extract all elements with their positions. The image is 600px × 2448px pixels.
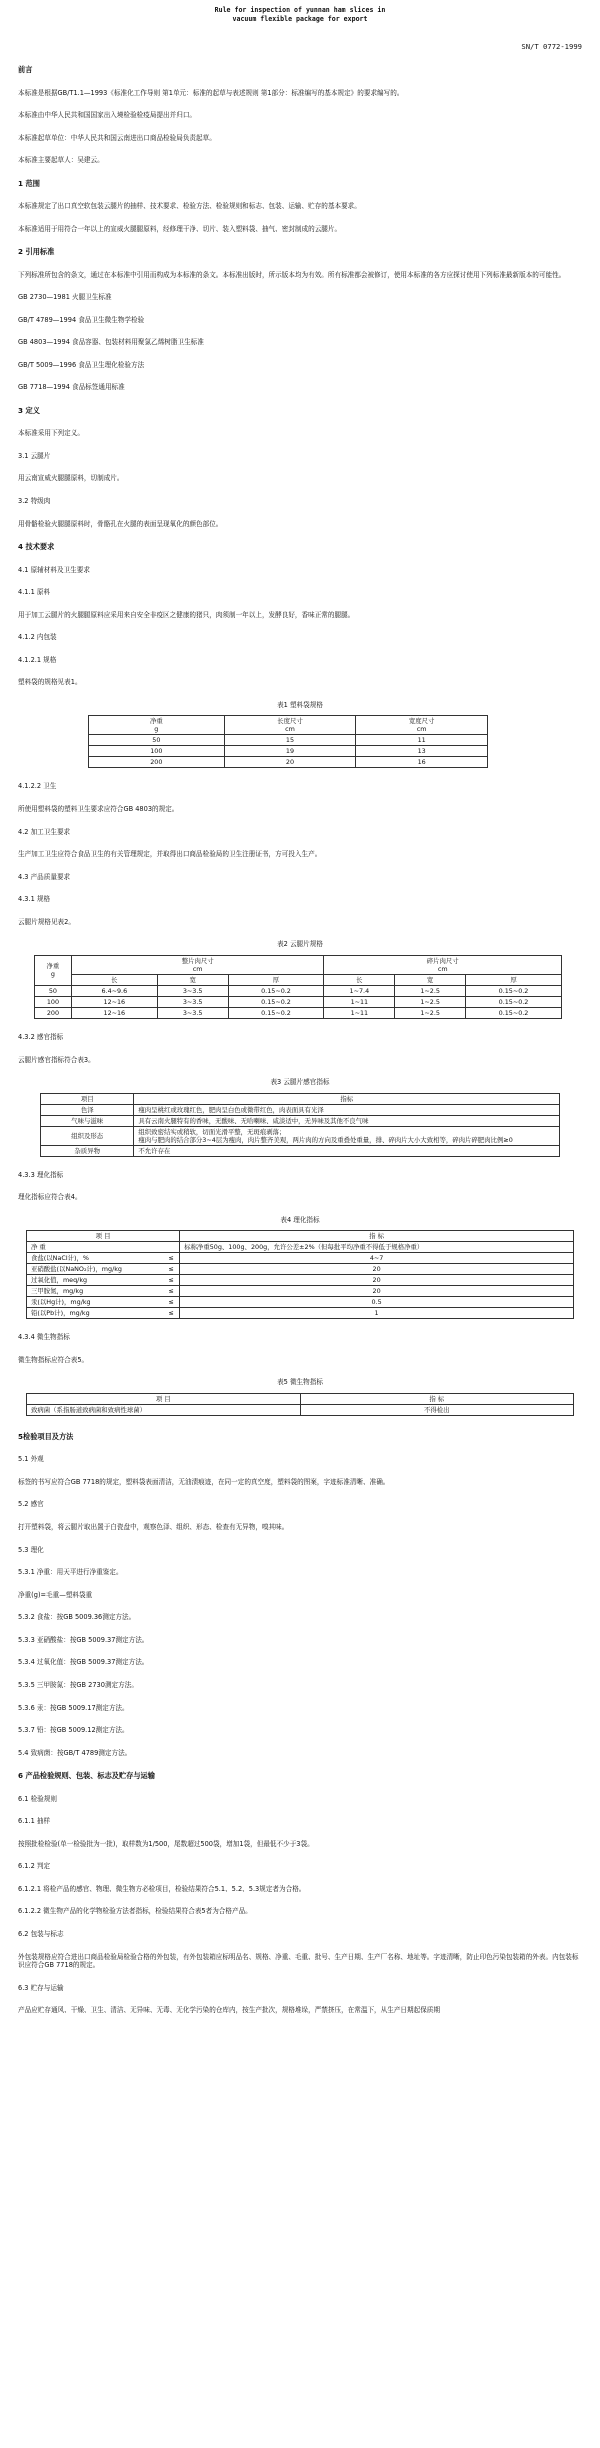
table-header-row	[41, 1093, 560, 1104]
table-row	[27, 1308, 574, 1319]
table-cell: 20	[180, 1264, 574, 1275]
table-cell: 0.15~0.2	[228, 996, 324, 1007]
table-cell: 4~7	[180, 1253, 574, 1264]
table-cell: 12~16	[71, 1007, 157, 1018]
section-heading-requirements: 4 技术要求	[18, 542, 55, 552]
table-cell: 色泽	[41, 1104, 134, 1115]
subsection-heading: 4.1 原辅材料及卫生要求	[18, 565, 90, 574]
subsection-heading: 5.2 感官	[18, 1500, 44, 1509]
table-cell: 汞(以Hg计)，mg/kg	[27, 1297, 164, 1308]
table-row	[89, 735, 488, 746]
table-cell: 组织及形态	[41, 1126, 134, 1145]
table-cell: 铅(以Pb计)，mg/kg	[27, 1308, 164, 1319]
subsection-heading: 6.1.1 抽样	[18, 1817, 51, 1826]
table-cell: ≤	[163, 1286, 179, 1297]
table-cell: 组织致密结实或稍软，切面光滑平整，无斑痕剥落； 瘦肉与肥肉的结合部分3~4层为瘦肉，肉片整齐美观，两片肉的方向及重叠处重量，排、碎肉片大小大致相等，碎肉片碎肥肉比例≥0	[134, 1126, 560, 1145]
table-cell: 3~3.5	[157, 985, 228, 996]
table-header-cell: 宽	[395, 974, 466, 985]
table-row	[41, 1104, 560, 1115]
title-line-2: vacuum flexible package for export	[232, 14, 368, 23]
table-header-cell: 厚	[228, 974, 324, 985]
table-cell: ≤	[163, 1264, 179, 1275]
table-row	[27, 1297, 574, 1308]
table-cell: 食盐(以NaCl计)，%	[27, 1253, 164, 1264]
title-line-1: Rule for inspection of yunnan ham slices in	[214, 6, 386, 14]
table-row	[89, 757, 488, 768]
paragraph: 下列标准所包含的条文，通过在本标准中引用而构成为本标准的条文。本标准出版时，所示版本均为有效。所有标准都会被修订，使用本标准的各方应探讨使用下列标准最新版本的可能性。	[18, 270, 566, 279]
table-row	[27, 1275, 574, 1286]
paragraph: 本标准采用下列定义。	[18, 429, 84, 438]
table-header-cell: 项 目	[27, 1231, 180, 1242]
subsection-heading: 4.1.2 内包装	[18, 633, 57, 642]
table-cell: 1~7.4	[324, 985, 395, 996]
table-cell: ≤	[163, 1275, 179, 1286]
table-cell: 过氧化值，meq/kg	[27, 1275, 164, 1286]
table-cell: 标称净重50g、100g、200g，允许公差±2%（但每批平均净重不得低于规格净重）	[180, 1242, 574, 1253]
table-cell: 12~16	[71, 996, 157, 1007]
table-header-cell: 宽度尺寸 cm	[356, 716, 488, 735]
table-cell: 0.15~0.2	[228, 985, 324, 996]
table-cell: 100	[35, 996, 72, 1007]
table-row	[27, 1286, 574, 1297]
table-cell: 0.5	[180, 1297, 574, 1308]
table-cell: 50	[35, 985, 72, 996]
foreword-paragraph: 本标准主要起草人：吴建云。	[18, 156, 104, 165]
table-row	[27, 1264, 574, 1275]
table-cell: 不得检出	[300, 1405, 574, 1416]
table-cell: 50	[89, 735, 225, 746]
table-cell: 15	[224, 735, 356, 746]
paragraph: 云腿片感官指标符合表3。	[18, 1055, 95, 1064]
subsection-heading: 6.1 检验规则	[18, 1794, 57, 1803]
paragraph: 打开塑料袋，将云腿片取出置于白瓷盘中，观察色泽、组织、形态、检查有无异物，嗅其味。	[18, 1523, 289, 1532]
table-cell: 具有云南火腿特有的香味，无酸味、无哈喇味、咸淡适中，无异味及其他不良气味	[134, 1115, 560, 1126]
subsection-heading: 6.1.2 判定	[18, 1862, 51, 1871]
table-row	[89, 746, 488, 757]
method-item: 5.3.6 汞：按GB 5009.17测定方法。	[18, 1703, 129, 1712]
table-cell: 20	[224, 757, 356, 768]
table-cell: 100	[89, 746, 225, 757]
paragraph: 塑料袋的规格见表1。	[18, 678, 82, 687]
table-cell: 三甲胺氮，mg/kg	[27, 1286, 164, 1297]
table-row	[27, 1405, 574, 1416]
paragraph: 外包装规格应符合进出口商品检验局检验合格的外包装，有外包装箱应标明品名、规格、净重、毛重、批号、生产日期、生产厂名称、地址等。字迹清晰，防止印色污染包装箱的外表。内包装标识应符合GB 7718的规定。	[18, 1952, 579, 1970]
table-cell: 0.15~0.2	[466, 985, 562, 996]
table-cell: 气味与滋味	[41, 1115, 134, 1126]
table-cell: 杂质异物	[41, 1145, 134, 1156]
paragraph: 用于加工云腿片的火腿腿原料应采用来自安全非疫区之健康的猪只，肉须制一年以上，发酵良好，香味正常的腿腿。	[18, 610, 355, 619]
table-row	[35, 985, 562, 996]
standard-number: SN/T 0772-1999	[521, 41, 582, 51]
subsection-heading: 5.3 理化	[18, 1545, 44, 1554]
subsection-heading: 4.3.1 规格	[18, 895, 51, 904]
table-cell: 1~11	[324, 996, 395, 1007]
method-item: 5.3.4 过氧化值：按GB 5009.37测定方法。	[18, 1658, 149, 1667]
paragraph: 产品应贮存通风、干燥、卫生、清洁、无异味、无毒、无化学污染的仓库内，按生产批次，规格堆垛，严禁挤压，在常温下，从生产日期起保质期	[18, 2006, 440, 2015]
table-header-row	[27, 1394, 574, 1405]
definition-heading: 3.1 云腿片	[18, 451, 51, 460]
bag-size-table	[88, 715, 488, 768]
table-header-cell: 指 标	[300, 1394, 574, 1405]
paragraph: 理化指标应符合表4。	[18, 1193, 82, 1202]
table-header-cell: 指标	[134, 1093, 560, 1104]
table-cell: 瘦肉呈桃红或玫瑰红色，肥肉呈白色或微带红色，肉表面具有光泽	[134, 1104, 560, 1115]
table-cell: ≤	[163, 1297, 179, 1308]
table-cell: 200	[89, 757, 225, 768]
table-header-cell: 项 目	[27, 1394, 301, 1405]
reference-item: GB/T 5009—1996 食品卫生理化检验方法	[18, 360, 145, 369]
table-row	[27, 1253, 574, 1264]
subsection-heading: 4.3.3 理化指标	[18, 1170, 64, 1179]
table-row	[41, 1115, 560, 1126]
paragraph: 5.3.1 净重：用天平进行净重鉴定。	[18, 1568, 123, 1577]
table-header-cell: 宽	[157, 974, 228, 985]
reference-item: GB/T 4789—1994 食品卫生微生物学检验	[18, 315, 145, 324]
table-cell: 致病菌（系指肠道致病菌和致病性球菌）	[27, 1405, 301, 1416]
paragraph: 本标准适用于用符合一年以上的宣威火腿腿原料，经修理干净、切片、装入塑料袋、抽气、密封制成的云腿片。	[18, 224, 342, 233]
document-title	[18, 0, 582, 24]
definition-heading: 3.2 特级肉	[18, 497, 51, 506]
table-header-cell: 净重 g	[35, 955, 72, 985]
foreword-paragraph: 本标准由中华人民共和国国家出入境检验检疫局提出并归口。	[18, 111, 197, 120]
table-header-cell: 净重 g	[89, 716, 225, 735]
table-row	[35, 996, 562, 1007]
table-header-cell: 整片肉尺寸 cm	[71, 955, 324, 974]
table-header-cell: 长	[324, 974, 395, 985]
method-item: 5.3.5 三甲胺氮：按GB 2730测定方法。	[18, 1680, 138, 1689]
paragraph: 按照批检检验(单一检验批为一批)，取样数为1/500，尾数超过500袋，增加1袋，但最低不少于3袋。	[18, 1839, 314, 1848]
section-heading-rules: 6 产品检验规则、包装、标志及贮存与运输	[18, 1771, 155, 1781]
reference-item: GB 4803—1994 食品容器、包装材料用聚氯乙烯树脂卫生标准	[18, 338, 204, 347]
table-cell: 11	[356, 735, 488, 746]
table-cell: 0.15~0.2	[466, 996, 562, 1007]
table-header-cell: 指 标	[180, 1231, 574, 1242]
table-header-cell: 长	[71, 974, 157, 985]
table-cell: 1~2.5	[395, 996, 466, 1007]
table-cell: 13	[356, 746, 488, 757]
table-header-cell: 长度尺寸 cm	[224, 716, 356, 735]
reference-item: GB 2730—1981 火腿卫生标准	[18, 293, 112, 302]
foreword-paragraph: 本标准起草单位：中华人民共和国云南进出口商品检验局负责起草。	[18, 133, 216, 142]
table-cell: 1~11	[324, 1007, 395, 1018]
table-cell: 20	[180, 1286, 574, 1297]
table-header-row	[27, 1231, 574, 1242]
section-heading-definitions: 3 定义	[18, 405, 40, 415]
table-cell: 16	[356, 757, 488, 768]
table-cell: 19	[224, 746, 356, 757]
section-heading-scope: 1 范围	[18, 178, 40, 188]
table-header-row	[35, 955, 562, 974]
table-cell: 1	[180, 1308, 574, 1319]
subsection-heading: 4.1.2.2 卫生	[18, 782, 57, 791]
foreword-paragraph: 本标准是根据GB/T1.1—1993《标准化工作导则 第1单元：标准的起草与表述规则 第1部分：标准编写的基本规定》的要求编写的。	[18, 88, 404, 97]
paragraph: 6.1.2.1 将检产品的感官、物理、微生物方必检项目，检验结果符合5.1、5.2、5.3规定者为合格。	[18, 1884, 306, 1893]
definition-text: 用骨骼检验火腿腿原料时，骨骼孔在火腿的表面呈现氧化的颜色部位。	[18, 519, 223, 528]
physchem-table	[26, 1230, 574, 1319]
table-cell: 1~2.5	[395, 1007, 466, 1018]
table-cell: ≤	[163, 1253, 179, 1264]
table-cell: 不允许存在	[134, 1145, 560, 1156]
table-cell: 0.15~0.2	[466, 1007, 562, 1018]
paragraph: 标签的书写应符合GB 7718的规定，塑料袋表面清洁，无油渍痕迹，在同一定的真空度，塑料袋的图案，字迹标准清晰、准确。	[18, 1477, 390, 1486]
table-caption: 表4 理化指标	[280, 1215, 320, 1224]
subsection-heading: 4.3.4 微生物指标	[18, 1333, 70, 1342]
table-header-cell: 项目	[41, 1093, 134, 1104]
ham-slice-spec-table	[34, 955, 562, 1019]
subsection-heading: 6.2 包装与标志	[18, 1929, 64, 1938]
paragraph: 云腿片规格见表2。	[18, 917, 75, 926]
method-item: 5.3.2 食盐：按GB 5009.36测定方法。	[18, 1613, 136, 1622]
subsection-heading: 4.3.2 感官指标	[18, 1032, 64, 1041]
table-row	[41, 1126, 560, 1145]
table-cell: 200	[35, 1007, 72, 1018]
foreword-heading: 前言	[18, 65, 33, 75]
table-header-cell: 碎片肉尺寸 cm	[324, 955, 562, 974]
subsection-heading: 4.2 加工卫生要求	[18, 827, 71, 836]
table-cell: 3~3.5	[157, 996, 228, 1007]
table-cell: 1~2.5	[395, 985, 466, 996]
method-item: 5.3.3 亚硝酸盐：按GB 5009.37测定方法。	[18, 1635, 149, 1644]
subsection-heading: 4.1.1 原料	[18, 588, 51, 597]
paragraph: 生产加工卫生应符合食品卫生的有关管理规定，并取得出口商品检验局的卫生注册证书，方可投入生产。	[18, 850, 322, 859]
paragraph: 微生物指标应符合表5。	[18, 1355, 89, 1364]
subsection-heading: 4.3 产品质量要求	[18, 872, 71, 881]
paragraph: 6.1.2.2 微生物产品的化学物检验方法者指标，检验结果符合表5者为合格产品。	[18, 1907, 252, 1916]
table-cell: 3~3.5	[157, 1007, 228, 1018]
table-caption: 表1 塑料袋规格	[277, 700, 323, 709]
table-row	[35, 1007, 562, 1018]
table-row	[27, 1242, 574, 1253]
microbial-table	[26, 1393, 574, 1416]
method-item: 5.3.7 铅：按GB 5009.12测定方法。	[18, 1726, 129, 1735]
table-header-row	[89, 716, 488, 735]
table-cell: 亚硝酸盐(以NaNO₂计)，mg/kg	[27, 1264, 164, 1275]
table-header-row	[35, 974, 562, 985]
sensory-table	[40, 1093, 560, 1157]
section-heading-methods: 5检验项目及方法	[18, 1432, 74, 1441]
table-caption: 表3 云腿片感官指标	[270, 1078, 330, 1087]
section-heading-references: 2 引用标准	[18, 247, 55, 257]
paragraph: 本标准规定了出口真空软包装云腿片的抽样、技术要求、检验方法、检验规则和标志、包装、运输、贮存的基本要求。	[18, 202, 361, 211]
subsection-heading: 6.3 贮存与运输	[18, 1983, 64, 1992]
subsection-heading: 5.1 外观	[18, 1455, 44, 1464]
table-cell: 20	[180, 1275, 574, 1286]
method-item: 5.4 致病菌：按GB/T 4789测定方法。	[18, 1748, 132, 1757]
table-caption: 表5 微生物指标	[277, 1378, 323, 1387]
reference-item: GB 7718—1994 食品标签通用标准	[18, 383, 125, 392]
table-cell: ≤	[163, 1308, 179, 1319]
subsection-heading: 4.1.2.1 规格	[18, 655, 57, 664]
table-cell: 6.4~9.6	[71, 985, 157, 996]
table-cell: 0.15~0.2	[228, 1007, 324, 1018]
paragraph: 净重(g)=毛重—塑料袋重	[18, 1590, 93, 1599]
table-row	[41, 1145, 560, 1156]
table-cell: 净 重	[27, 1242, 180, 1253]
table-caption: 表2 云腿片规格	[277, 940, 323, 949]
table-header-cell: 厚	[466, 974, 562, 985]
paragraph: 所使用塑料袋的塑料卫生要求应符合GB 4803的规定。	[18, 805, 179, 813]
definition-text: 用云南宣威火腿腿原料，切制成片。	[18, 474, 124, 483]
